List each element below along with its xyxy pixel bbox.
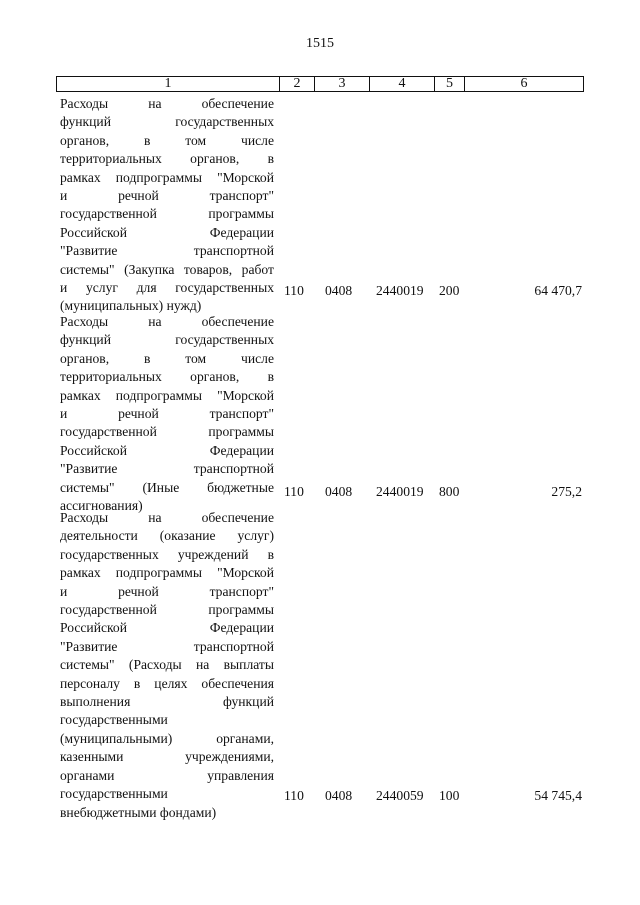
description-line: ассигнования) [60, 498, 143, 514]
expense-type-code: 200 [439, 283, 460, 298]
ministry-code: 110 [284, 484, 304, 499]
description-line: системы" (Расходы на выплаты [60, 657, 274, 673]
description-line: Расходы на обеспечение [60, 96, 274, 111]
description-line: Российской Федерации [60, 224, 274, 240]
description-line: персоналу в целях обеспечения [60, 675, 274, 691]
description-line: Расходы на обеспечение [60, 510, 274, 525]
description-line: государственной программы [60, 602, 274, 618]
article-code: 2440019 [376, 484, 424, 499]
header-col-6: 6 [520, 76, 528, 91]
description-line: государственными [60, 712, 168, 728]
header-col-4: 4 [370, 77, 435, 91]
description-line: территориальных органов, в [60, 151, 274, 167]
header-col-3: 3 [315, 77, 370, 91]
description-line: "Развитие транспортной [60, 243, 274, 259]
header-col-2: 2 [280, 77, 315, 91]
sum-value: 275,2 [551, 484, 582, 499]
description-line: территориальных органов, в [60, 369, 274, 385]
description-line: государственными [60, 786, 168, 802]
description-line: функций государственных [60, 114, 274, 130]
description-line: функций государственных [60, 332, 274, 348]
page-number: 1515 [306, 36, 334, 51]
row-description [60, 509, 274, 822]
description-line: рамках подпрограммы "Морской [60, 169, 274, 185]
sum-value: 54 745,4 [534, 788, 582, 803]
description-line: и речной транспорт" [60, 406, 274, 422]
description-line: органов, в том числе [60, 350, 274, 366]
row-description [60, 95, 274, 316]
table-header [56, 76, 584, 92]
row-description [60, 313, 274, 515]
description-line: (муниципальных) нужд) [60, 298, 202, 314]
description-line: и речной транспорт" [60, 583, 274, 599]
description-line: Расходы на обеспечение [60, 314, 274, 329]
description-line: рамках подпрограммы "Морской [60, 565, 274, 581]
description-line: государственной программы [60, 206, 274, 222]
description-line: "Развитие транспортной [60, 638, 274, 654]
description-line: казенными учреждениями, [60, 749, 274, 765]
description-line: и услуг для государственных [60, 280, 274, 296]
description-line: внебюджетными фондами) [60, 804, 217, 820]
description-line: органами управления [60, 767, 274, 783]
header-col-1: 1 [57, 77, 280, 91]
description-line: системы" (Закупка товаров, работ [60, 261, 274, 277]
description-line: Российской Федерации [60, 442, 274, 458]
description-line: государственных учреждений в [60, 546, 274, 562]
ministry-code: 110 [284, 283, 304, 298]
expense-type-code: 100 [439, 788, 460, 803]
description-line: и речной транспорт" [60, 188, 274, 204]
section-code: 0408 [325, 788, 353, 803]
description-line: органов, в том числе [60, 132, 274, 148]
header-col-5: 5 [435, 77, 465, 91]
description-line: системы" (Иные бюджетные [60, 479, 274, 495]
article-code: 2440059 [376, 788, 424, 803]
description-line: деятельности (оказание услуг) [60, 528, 274, 544]
description-line: (муниципальными) органами, [60, 730, 274, 746]
description-line: Российской Федерации [60, 620, 274, 636]
description-line: рамках подпрограммы "Морской [60, 387, 274, 403]
description-line: выполнения функций [60, 694, 274, 710]
article-code: 2440019 [376, 283, 424, 298]
description-line: государственной программы [60, 424, 274, 440]
ministry-code: 110 [284, 788, 304, 803]
description-line: "Развитие транспортной [60, 461, 274, 477]
section-code: 0408 [325, 283, 353, 298]
section-code: 0408 [325, 484, 353, 499]
expense-type-code: 800 [439, 484, 460, 499]
sum-value: 64 470,7 [534, 283, 582, 298]
